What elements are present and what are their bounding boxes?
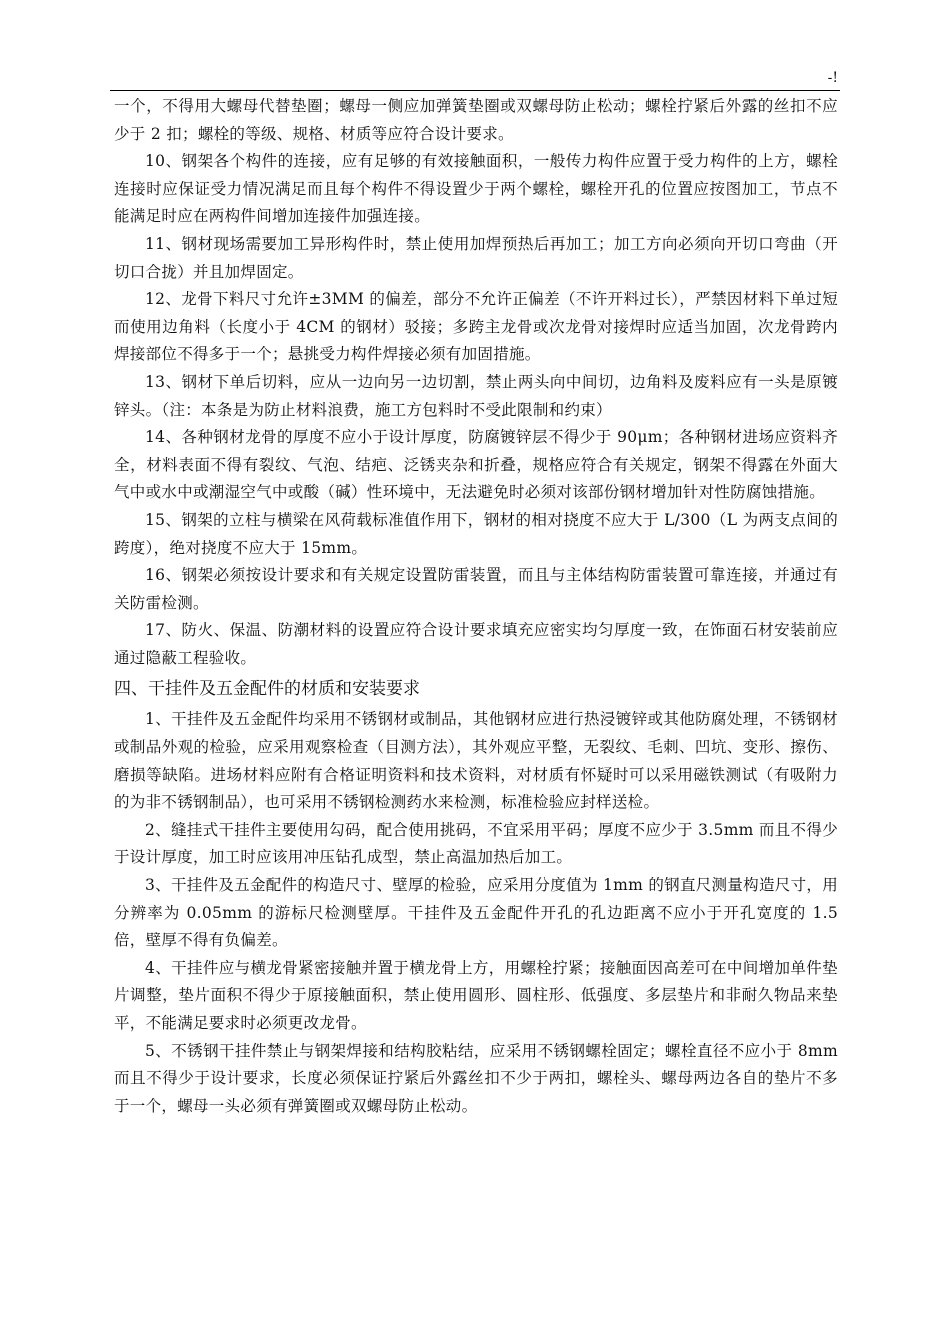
paragraph-section4-item-1: 1、干挂件及五金配件均采用不锈钢材或制品，其他钢材应进行热浸镀锌或其他防腐处理，不锈钢材或制品外观的检验，应采用观察检查（目测方法），其外观应平整，无裂纹、毛刺、凹坑、变形、擦伤、磨损等缺陷。进场材料应附有合格证明资料和技术资料，对材质有怀疑时可以采用磁铁测试（有吸附力的为非不锈钢制品），也可采用不锈钢检测药水来检测，标准检验应封样送检。 [114, 710, 838, 812]
paragraph-item-10: 10、钢架各个构件的连接，应有足够的有效接触面积，一般传力构件应置于受力构件的上方，螺栓连接时应保证受力情况满足而且每个构件不得设置少于两个螺栓，螺栓开孔的位置应按图加工，节点不能满足时应在两构件间增加连接件加强连接。 [114, 152, 838, 226]
paragraph-item-12: 12、龙骨下料尺寸允许±3MM 的偏差，部分不允许正偏差（不许开料过长），严禁因材料下单过短而使用边角料（长度小于 4CM 的钢材）驳接；多跨主龙骨或次龙骨对接焊时应适当加固，次龙骨跨内焊接部位不得多于一个；悬挑受力构件焊接必须有加固措施。 [114, 290, 838, 364]
page-header-mark: -! [827, 70, 838, 86]
paragraph-item-17: 17、防火、保温、防潮材料的设置应符合设计要求填充应密实均匀厚度一致，在饰面石材安装前应通过隐蔽工程验收。 [114, 621, 838, 667]
paragraph-continuation: 一个，不得用大螺母代替垫圈；螺母一侧应加弹簧垫圈或双螺母防止松动；螺栓拧紧后外露的丝扣不应少于 2 扣；螺栓的等级、规格、材质等应符合设计要求。 [114, 97, 838, 143]
paragraph-section4-item-2: 2、缝挂式干挂件主要使用勾码，配合使用挑码，不宜采用平码；厚度不应少于 3.5mm 而且不得少于设计厚度，加工时应该用冲压钻孔成型，禁止高温加热后加工。 [114, 820, 838, 867]
paragraph-section4-item-4: 4、干挂件应与横龙骨紧密接触并置于横龙骨上方，用螺栓拧紧；接触面因高差可在中间增加单件垫片调整，垫片面积不得少于原接触面积，禁止使用圆形、圆柱形、低强度、多层垫片和非耐久物品来垫平，不能满足要求时必须更改龙骨。 [114, 958, 838, 1032]
paragraph-item-16: 16、钢架必须按设计要求和有关规定设置防雷装置，而且与主体结构防雷装置可靠连接，并通过有关防雷检测。 [114, 566, 838, 612]
paragraph-section4-item-3: 3、干挂件及五金配件的构造尺寸、壁厚的检验，应采用分度值为 1mm 的钢直尺测量构造尺寸，用分辨率为 0.05mm 的游标尺检测壁厚。干挂件及五金配件开孔的孔边距离不应小于开孔宽度的 1.5 倍，壁厚不得有负偏差。 [114, 876, 838, 950]
paragraph-item-14: 14、各种钢材龙骨的厚度不应小于设计厚度，防腐镀锌层不得少于 90μm；各种钢材进场应资料齐全，材料表面不得有裂纹、气泡、结疤、泛锈夹杂和折叠，规格应符合有关规定，钢架不得露在外面大气中或水中或潮湿空气中或酸（碱）性环境中，无法避免时必须对该部份钢材增加针对性防腐蚀措施。 [114, 428, 838, 502]
section-heading: 四、干挂件及五金配件的材质和安装要求 [114, 679, 420, 700]
paragraph-item-11: 11、钢材现场需要加工异形构件时，禁止使用加焊预热后再加工；加工方向必须向开切口弯曲（开切口合拢）并且加焊固定。 [114, 234, 838, 281]
header-rule [110, 90, 840, 91]
paragraph-section4-item-5: 5、不锈钢干挂件禁止与钢架焊接和结构胶粘结，应采用不锈钢螺栓固定；螺栓直径不应小于 8mm 而且不得少于设计要求，长度必须保证拧紧后外露丝扣不少于两扣，螺栓头、螺母两边各自的垫片不多于一个，螺母一头必须有弹簧圈或双螺母防止松动。 [114, 1041, 838, 1115]
paragraph-item-13: 13、钢材下单后切料，应从一边向另一边切割，禁止两头向中间切，边角料及废料应有一头是原镀锌头。（注：本条是为防止材料浪费，施工方包料时不受此限制和约束） [114, 372, 838, 419]
document-body [114, 93, 838, 1120]
paragraph-item-15: 15、钢架的立柱与横梁在风荷载标准值作用下，钢材的相对挠度不应大于 L/300（L 为两支点间的跨度），绝对挠度不应大于 15mm。 [114, 510, 838, 557]
